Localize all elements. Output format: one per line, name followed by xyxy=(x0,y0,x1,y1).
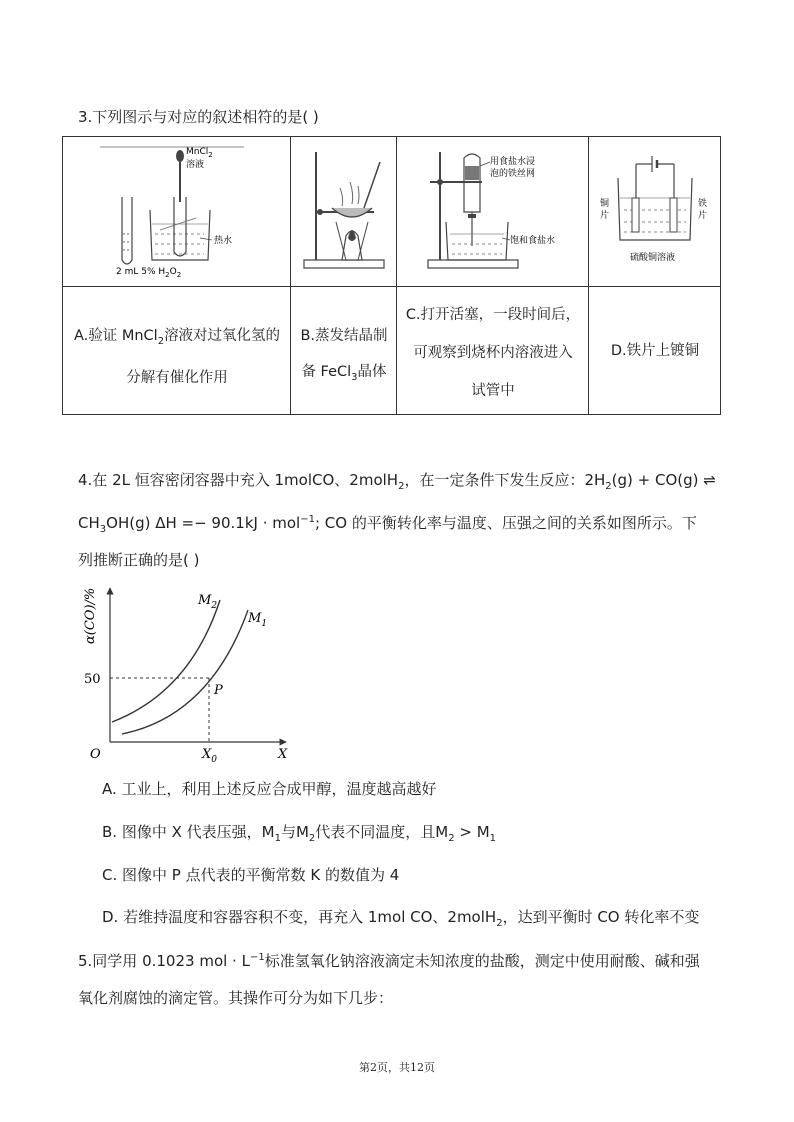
figa-hot-water-label: 热水 xyxy=(214,236,233,246)
q5-stem-line2: 氧化剂腐蚀的滴定管。其操作可分为如下几步： xyxy=(78,989,394,1007)
figc-mesh-label-2: 泡的铁丝网 xyxy=(490,169,536,179)
figa-h2o2-label: 2 mL 5% $H_2O_2$ xyxy=(116,267,182,279)
tick-50: 50 xyxy=(84,672,101,687)
figure-b-evaporation xyxy=(296,142,392,282)
q3-option-b-line1: B.蒸发结晶制 xyxy=(300,328,388,344)
curve-m1 xyxy=(122,610,248,734)
q3-option-c-line3: 试管中 xyxy=(471,383,515,399)
q4-option-b: B. 图像中 X 代表压强，$M_1$与$M_2$代表不同温度，且$M_2 > M_1$ xyxy=(102,823,497,844)
y-axis-label: α(CO)/% xyxy=(83,587,98,644)
curve-m2 xyxy=(112,600,220,722)
q5-stem-line1: 5.同学用 0.1023 mol · $L^{-1}$标准氢氧化钠溶液滴定未知浓度的盐酸，测定中使用耐酸、碱和强 xyxy=(78,952,700,970)
q3-option-d: D.铁片上镀铜 xyxy=(610,343,700,359)
q4-conversion-chart xyxy=(80,582,300,772)
x-axis-label: X xyxy=(278,747,288,762)
figure-a-catalysis xyxy=(100,142,260,282)
legend-m1: $M_1$ xyxy=(248,611,268,629)
q3-option-a-line2: 分解有催化作用 xyxy=(126,369,228,386)
q4-option-c: C. 图像中 P 点代表的平衡常数 K 的数值为 4 xyxy=(102,866,400,884)
point-p-label: P xyxy=(214,683,223,698)
figure-d-electroplating xyxy=(594,142,716,282)
figd-fe-label-2: 片 xyxy=(698,211,708,221)
q4-option-d: D. 若维持温度和容器容积不变，再充入 1mol CO、2molH$_2$，达到平衡时 CO 转化率不变 xyxy=(102,908,700,929)
figd-cu-label-1: 铜 xyxy=(600,199,610,209)
figc-mesh-label-1: 用食盐水浸 xyxy=(490,157,536,167)
q4-stem-line2: $CH_3OH(g) \Delta H =- 90.1kJ \cdot mol^{-1}$; CO 的平衡转化率与温度、压强之间的关系如图所示。下 xyxy=(78,514,697,535)
figc-brine-label: 饱和食盐水 xyxy=(510,236,556,246)
q3-option-c-line1: C.打开活塞，一段时间后， xyxy=(405,307,581,323)
q3-option-b-line2: 备 FeCl$_3$晶体 xyxy=(301,364,387,383)
figd-cu-label-2: 片 xyxy=(600,211,610,221)
q4-stem-line3: 列推断正确的是( ) xyxy=(78,551,200,569)
origin-label: O xyxy=(90,747,101,762)
figure-c-corrosion xyxy=(402,142,584,282)
q3-option-a-line1: A.验证 MnCl$_2$溶液对过氧化氢的 xyxy=(73,328,281,347)
figd-fe-label-1: 铁 xyxy=(698,199,708,209)
figa-solution-label: 溶液 xyxy=(186,160,205,170)
q3-option-c xyxy=(398,296,588,410)
tick-x0: $X_0$ xyxy=(202,747,217,765)
q3-option-b xyxy=(294,318,394,396)
q3-option-a xyxy=(66,318,288,396)
page-footer: 第2页，共12页 xyxy=(359,1061,435,1074)
q3-option-c-line2: 可观察到烧杯内溶液进入 xyxy=(413,345,573,361)
q4-stem-line1: 4.在 2L 恒容密闭容器中充入 1molCO、2molH$_2$，在一定条件下发生反应：$2H_2(g) + CO(g)$ ⇌ xyxy=(78,471,716,492)
figa-mncl2-label: MnCl$_2$ xyxy=(186,147,213,159)
q4-option-a: A. 工业上，利用上述反应合成甲醇，温度越高越好 xyxy=(102,780,437,798)
legend-m2: $M_2$ xyxy=(198,593,218,611)
q3-stem: 3.下列图示与对应的叙述相符的是( ) xyxy=(78,108,319,126)
figd-cuso4-label: 硫酸铜溶液 xyxy=(630,253,676,263)
